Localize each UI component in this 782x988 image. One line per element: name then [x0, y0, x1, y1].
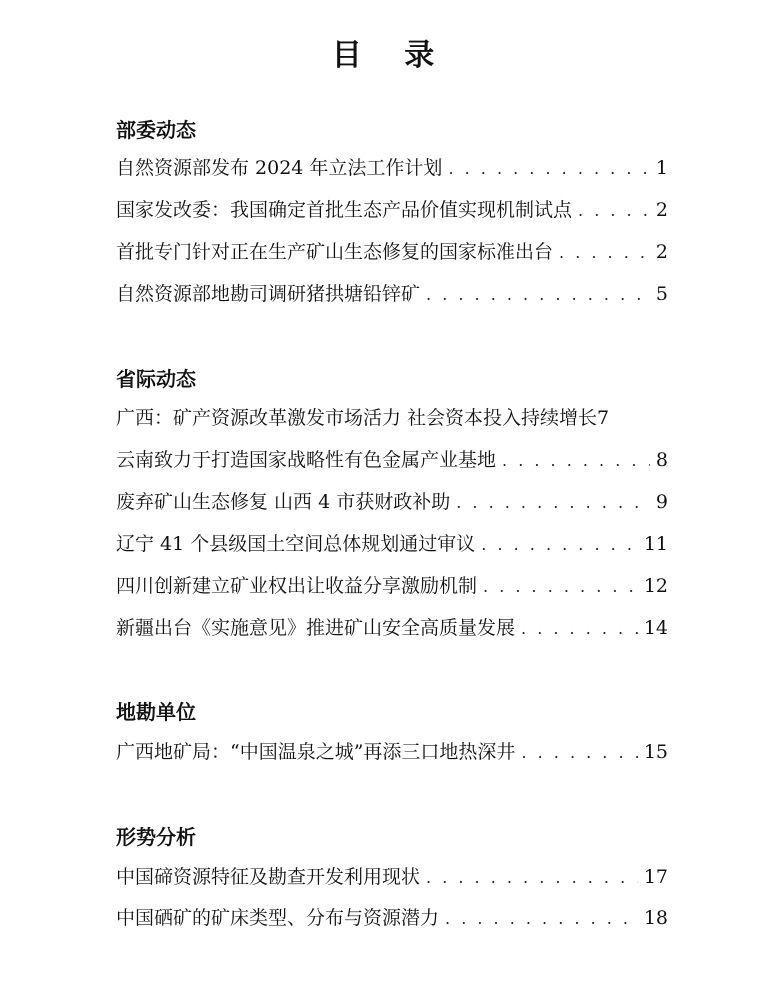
dot-leader: [521, 619, 638, 638]
dot-leader: [481, 535, 638, 554]
toc-entry[interactable]: [116, 153, 668, 183]
toc-entry-page: 2: [655, 241, 668, 263]
toc-entry-page: 7: [597, 407, 610, 429]
toc-entry[interactable]: [116, 195, 668, 225]
dot-leader: [426, 285, 650, 304]
toc-entry-text: 新疆出台《实施意见》推进矿山安全高质量发展: [116, 617, 516, 639]
toc-entry-page: 2: [655, 199, 668, 221]
toc-entry[interactable]: [116, 737, 668, 767]
toc-entry[interactable]: [116, 862, 668, 892]
dot-leader: [483, 577, 638, 596]
toc-entry-page: 5: [655, 283, 668, 305]
toc-entry-page: 1: [655, 157, 668, 179]
dot-leader: [502, 451, 650, 470]
section-title: 形势分析: [116, 825, 196, 849]
dot-leader: [521, 743, 637, 762]
toc-entry-text: 辽宁 41 个县级国土空间总体规划通过审议: [116, 533, 476, 555]
section-title: 部委动态: [116, 118, 196, 142]
page-title: 目 录: [331, 38, 451, 73]
toc-entry-text: 国家发改委：我国确定首批生态产品价值实现机制试点: [116, 199, 573, 221]
dot-leader: [559, 243, 650, 262]
dot-leader: [456, 493, 650, 512]
toc-entry-page: 12: [643, 575, 668, 597]
toc-entry-text: 自然资源部地勘司调研猪拱塘铅锌矿: [116, 283, 421, 305]
toc-entry-page: 9: [655, 491, 668, 513]
toc-entry[interactable]: [116, 237, 668, 267]
toc-entry-text: 广西地矿局：“中国温泉之城”再添三口地热深井: [116, 741, 516, 763]
toc-entry[interactable]: [116, 903, 668, 933]
toc-entry[interactable]: [116, 279, 668, 309]
toc-entry-text: 中国碲资源特征及勘查开发利用现状: [116, 866, 421, 888]
dot-leader: [445, 909, 638, 928]
toc-entry-page: 17: [643, 866, 668, 888]
toc-entry-text: 自然资源部发布 2024 年立法工作计划: [116, 157, 443, 179]
toc-entry-text: 废弃矿山生态修复 山西 4 市获财政补助: [116, 491, 451, 513]
toc-entry[interactable]: [116, 403, 668, 433]
toc-entry-page: 15: [643, 741, 668, 763]
toc-entry[interactable]: [116, 613, 668, 643]
toc-entry[interactable]: [116, 445, 668, 475]
dot-leader: [426, 868, 638, 887]
toc-entry-text: 云南致力于打造国家战略性有色金属产业基地: [116, 449, 497, 471]
section-title: 省际动态: [116, 367, 196, 391]
section-title: 地勘单位: [116, 700, 196, 724]
toc-entry-page: 11: [643, 533, 668, 555]
toc-entry-page: 14: [643, 617, 668, 639]
toc-entry-page: 8: [655, 449, 668, 471]
toc-entry-text: 首批专门针对正在生产矿山生态修复的国家标准出台: [116, 241, 554, 263]
dot-leader: [448, 159, 649, 178]
dot-leader: [578, 201, 650, 220]
toc-entry-page: 18: [643, 907, 668, 929]
toc-entry-text: 四川创新建立矿业权出让收益分享激励机制: [116, 575, 478, 597]
toc-entry-text: 广西：矿产资源改革激发市场活力 社会资本投入持续增长: [116, 407, 598, 429]
toc-entry[interactable]: [116, 571, 668, 601]
toc-entry[interactable]: [116, 487, 668, 517]
toc-entry-text: 中国硒矿的矿床类型、分布与资源潜力: [116, 907, 440, 929]
toc-entry[interactable]: [116, 529, 668, 559]
